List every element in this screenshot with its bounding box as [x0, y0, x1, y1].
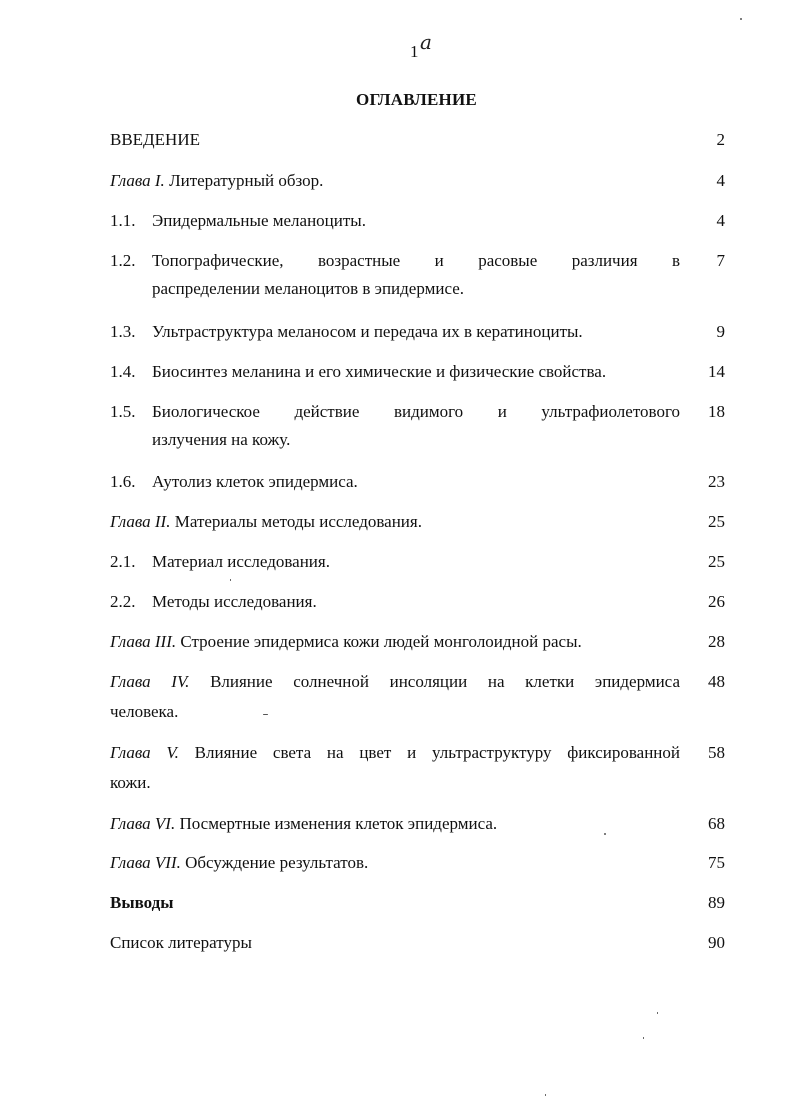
toc-entry-number: 1.5.	[110, 402, 136, 421]
toc-entry-number: 1.4.	[110, 362, 136, 381]
toc-entry-page: 58	[708, 743, 725, 762]
toc-entry-text: Выводы	[110, 893, 174, 912]
toc-entry-label: Глава V.	[110, 743, 179, 762]
toc-entry-page: 9	[716, 322, 725, 341]
toc-entry-page: 68	[708, 814, 725, 833]
toc-entry-label: Глава II.	[110, 512, 171, 531]
toc-entry-label: Глава VII.	[110, 853, 181, 872]
toc-entry-text: Литературный обзор.	[169, 171, 324, 190]
toc-entry-chapter-3	[110, 632, 725, 652]
toc-entry-chapter-7	[110, 853, 725, 873]
toc-entry-text: Ультраструктура меланосом и передача их в кератиноциты.	[152, 322, 583, 341]
toc-entry-text: Посмертные изменения клеток эпидермиса.	[179, 814, 498, 833]
toc-entry-conclusions	[110, 893, 725, 913]
toc-entry-page: 90	[708, 933, 725, 952]
toc-entry-text: Материалы методы исследования.	[174, 512, 422, 531]
scan-speck	[657, 1012, 658, 1014]
scan-speck	[604, 833, 606, 835]
toc-entry-introduction	[110, 130, 725, 150]
toc-entry-page: 7	[716, 251, 725, 270]
toc-entry-1-6	[110, 472, 725, 492]
page-number-value: 1	[410, 42, 419, 61]
toc-entry-number: 2.1.	[110, 552, 136, 571]
toc-entry-text: ВВЕДЕНИЕ	[110, 130, 200, 149]
toc-entry-page: 28	[708, 632, 725, 651]
toc-entry-1-4	[110, 362, 725, 382]
toc-entry-2-2	[110, 592, 725, 612]
toc-entry-text: Влияние солнечной инсоляции на клетки эпидермиса	[210, 672, 680, 691]
toc-entry-page: 4	[716, 211, 725, 230]
scan-speck	[545, 1094, 546, 1096]
toc-entry-page: 2	[716, 130, 725, 149]
toc-entry-text: Биологическое действие видимого и ультрафиолетового	[152, 402, 680, 421]
toc-entry-chapter-2	[110, 512, 725, 532]
handwritten-mark: a	[420, 30, 432, 54]
toc-entry-label: Глава III.	[110, 632, 177, 651]
toc-entry-1-2	[110, 251, 725, 299]
toc-entry-page: 89	[708, 893, 725, 912]
toc-entry-2-1	[110, 552, 725, 572]
page-number	[410, 30, 432, 62]
scan-speck	[230, 579, 231, 581]
toc-entry-text: Эпидермальные меланоциты.	[152, 211, 366, 230]
toc-entry-page: 18	[708, 402, 725, 421]
toc-entry-page: 14	[708, 362, 725, 381]
toc-entry-page: 26	[708, 592, 725, 611]
toc-entry-number: 2.2.	[110, 592, 136, 611]
toc-entry-1-1	[110, 211, 725, 231]
toc-entry-text: Материал исследования.	[152, 552, 330, 571]
toc-entry-number: 1.3.	[110, 322, 136, 341]
toc-entry-text: Строение эпидермиса кожи людей монголоидной расы.	[180, 632, 582, 651]
toc-entry-number: 1.1.	[110, 211, 136, 230]
toc-entry-number: 1.6.	[110, 472, 136, 491]
toc-entry-text: Влияние света на цвет и ультраструктуру фиксированной	[194, 743, 680, 762]
toc-entry-text: Биосинтез меланина и его химические и физические свойства.	[152, 362, 607, 381]
toc-entry-page: 25	[708, 552, 725, 571]
toc-entry-label: Глава VI.	[110, 814, 176, 833]
toc-entry-text-continued: излучения на кожу.	[152, 430, 291, 449]
toc-entry-label: Глава I.	[110, 171, 165, 190]
toc-entry-chapter-6	[110, 814, 725, 834]
toc-entry-chapter-4	[110, 672, 725, 722]
toc-entry-text-continued: распределении меланоцитов в эпидермисе.	[152, 279, 464, 298]
toc-entry-page: 75	[708, 853, 725, 872]
scan-speck	[740, 18, 742, 20]
toc-entry-text: Список литературы	[110, 933, 252, 952]
toc-entry-page: 23	[708, 472, 725, 491]
toc-entry-chapter-1	[110, 171, 725, 191]
toc-entry-number: 1.2.	[110, 251, 136, 270]
toc-entry-page: 48	[708, 672, 725, 691]
toc-entry-page: 4	[716, 171, 725, 190]
toc-entry-references	[110, 933, 725, 953]
scan-speck	[263, 714, 268, 715]
toc-entry-text-continued: кожи.	[110, 773, 151, 792]
toc-entry-label: Глава IV.	[110, 672, 190, 691]
toc-entry-chapter-5	[110, 743, 725, 793]
toc-entry-text: Обсуждение результатов.	[185, 853, 369, 872]
toc-entry-page: 25	[708, 512, 725, 531]
toc-entry-1-3	[110, 322, 725, 342]
toc-entry-text: Аутолиз клеток эпидермиса.	[152, 472, 358, 491]
toc-entry-text: Топографические, возрастные и расовые различия в	[152, 251, 680, 270]
page-title: ОГЛАВЛЕНИЕ	[356, 90, 477, 109]
toc-entry-1-5	[110, 402, 725, 450]
toc-entry-text: Методы исследования.	[152, 592, 317, 611]
scan-speck	[643, 1037, 644, 1039]
toc-entry-text-continued: человека.	[110, 702, 179, 721]
